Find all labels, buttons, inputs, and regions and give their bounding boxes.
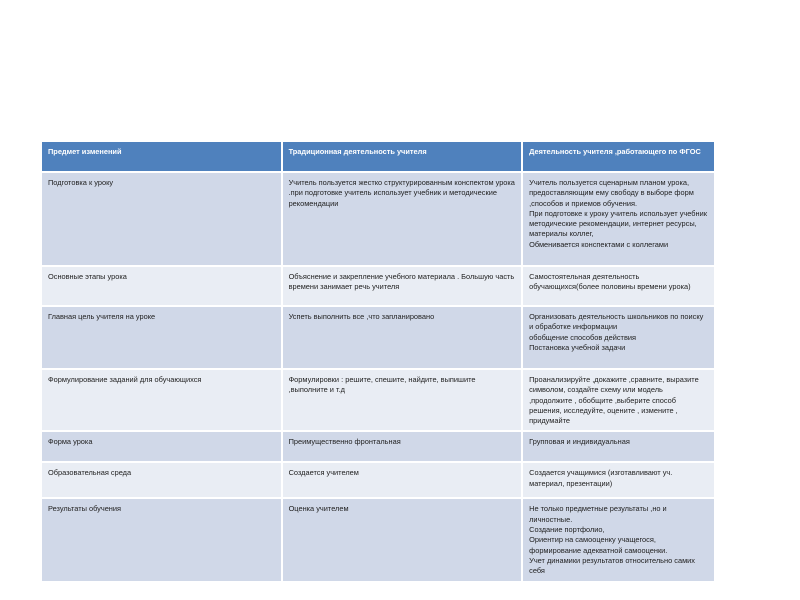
- cell-traditional: Создается учителем: [282, 462, 523, 498]
- header-traditional: Традиционная деятельность учителя: [282, 141, 523, 172]
- cell-fgos: [522, 498, 715, 581]
- cell-traditional: Преимущественно фронтальная: [282, 431, 523, 462]
- fgos-line: Самостоятельная деятельность обучающихся(более половины времени урока): [529, 272, 691, 292]
- header-fgos: Деятельность учителя ,работающего по ФГОС: [522, 141, 715, 172]
- cell-fgos: [522, 266, 715, 306]
- cell-fgos: [522, 369, 715, 431]
- fgos-line: Не только предметные результаты ,но и личностные.: [529, 504, 667, 524]
- fgos-line: Постановка учебной задачи: [529, 342, 626, 352]
- table-row: [41, 306, 715, 369]
- cell-traditional: Объяснение и закрепление учебного материала . Большую часть времени занимает речь учителя: [282, 266, 523, 306]
- cell-subject: Основные этапы урока: [41, 266, 282, 306]
- table-row: [41, 431, 715, 462]
- cell-fgos: [522, 306, 715, 369]
- table-row: [41, 172, 715, 266]
- fgos-line: Организовать деятельность школьников по поиску и обработке информации: [529, 312, 704, 332]
- table-row: [41, 462, 715, 498]
- cell-fgos: [522, 431, 715, 462]
- comparison-table: [40, 140, 716, 583]
- fgos-line: Создание портфолио,: [529, 525, 605, 535]
- cell-traditional: Успеть выполнить все ,что запланировано: [282, 306, 523, 369]
- fgos-line: Проанализируйте ,докажите ,сравните, выразите символом, создайте схему или модель ,продолжите , обобщите ,выберите способ решения, исследуйте, оцените , измените , придумайте: [529, 375, 699, 426]
- cell-subject: Форма урока: [41, 431, 282, 462]
- table-row: [41, 266, 715, 306]
- cell-fgos: [522, 172, 715, 266]
- fgos-line: Обменивается конспектами с коллегами: [529, 239, 669, 249]
- fgos-line: Групповая и индивидуальная: [529, 437, 630, 447]
- fgos-line: Учитель пользуется сценарным планом урока, предоставляющим ему свободу в выборе форм ,способов и приемов обучения.: [529, 178, 694, 208]
- cell-subject: Главная цель учителя на уроке: [41, 306, 282, 369]
- header-row: [41, 141, 715, 172]
- table-row: [41, 498, 715, 581]
- table-row: [41, 369, 715, 431]
- cell-traditional: Формулировки : решите, спешите, найдите, выпишите ,выполните и т.д: [282, 369, 523, 431]
- cell-subject: Образовательная среда: [41, 462, 282, 498]
- header-subject: Предмет изменений: [41, 141, 282, 172]
- fgos-line: Учет динамики результатов относительно самих себя: [529, 555, 695, 576]
- cell-subject: Подготовка к уроку: [41, 172, 282, 266]
- fgos-line: Создается учащимися (изготавливают уч. материал, презентации): [529, 468, 673, 488]
- fgos-line: Ориентир на самооценку учащегося, формирование адекватной самооценки.: [529, 535, 668, 555]
- cell-traditional: Учитель пользуется жестко структурированным конспектом урока .при подготовке учитель использует учебник и методические рекомендации: [282, 172, 523, 266]
- cell-subject: Результаты обучения: [41, 498, 282, 581]
- cell-traditional: Оценка учителем: [282, 498, 523, 581]
- cell-fgos: [522, 462, 715, 498]
- fgos-line: обобщение способов действия: [529, 332, 637, 342]
- fgos-line: При подготовке к уроку учитель использует учебник методические рекомендации, интернет ресурсы, материалы коллег,: [529, 208, 707, 239]
- cell-subject: Формулирование заданий для обучающихся: [41, 369, 282, 431]
